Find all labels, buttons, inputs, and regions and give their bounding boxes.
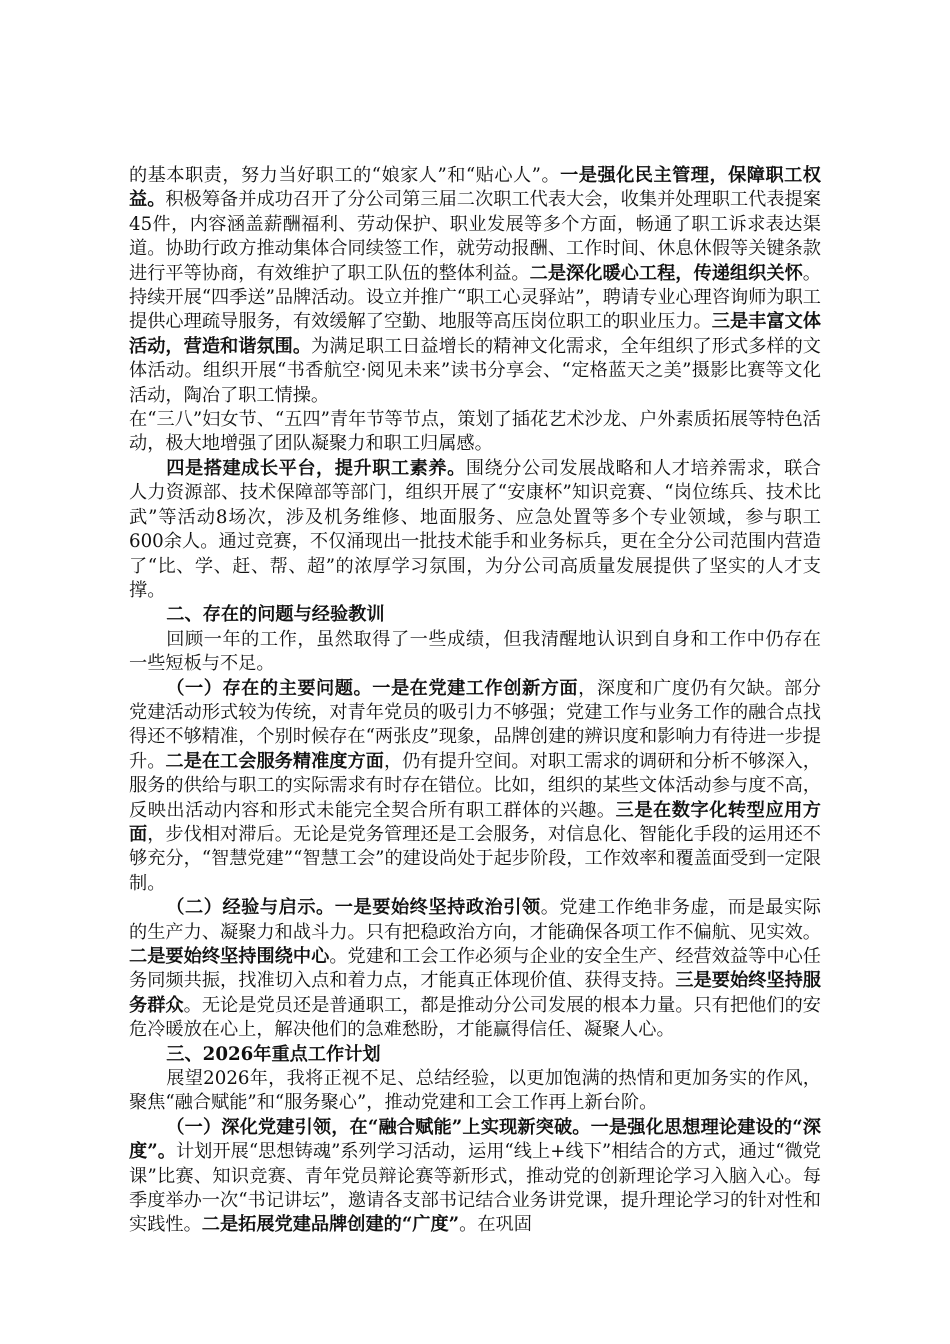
text-run: 计划开展“思想铸魂”系列学习活动，运用“线上+线下”相结合的方式，通过“微党课”比赛、知识竞赛、青年党员辩论赛等新形式，推动党的创新理论学习入脑入心。每季度举办一次“书记讲坛”，邀请各支部书记结合业务讲党课，提升理论学习的针对性和实践性。 (129, 1141, 821, 1236)
paragraph (129, 164, 821, 408)
text-run: 。无论是党员还是普通职工，都是推动分公司发展的根本力量。只有把他们的安危冷暖放在心上，解决他们的急难愁盼，才能赢得信任、凝聚人心。 (129, 994, 821, 1041)
paragraph (129, 457, 821, 603)
bold-text-run: 一是强化民主管理，保障职工权益。 (129, 165, 821, 211)
text-run: 围绕分公司发展战略和人才培养需求，联合人力资源部、技术保障部等部门，组织开展了“安康杯”知识竞赛、“岗位练兵、技术比武”等活动8场次，涉及机务维修、地面服务、应急处置等多个专业领域，参与职工600余人。通过竞赛，不仅涌现出一批技术能手和业务标兵，更在全分公司范围内营造了“比、学、赶、帮、超”的浓厚学习氛围，为分公司高质量发展提供了坚实的人才支撑。 (129, 457, 821, 601)
text-run: 的基本职责，努力当好职工的“娘家人”和“贴心人”。 (129, 165, 561, 186)
text-run: 。在巩固 (459, 1214, 532, 1236)
text-run: ，深度和广度仍有欠缺。部分党建活动形式较为传统，对青年党员的吸引力不够强；党建工作与业务工作的融合点找得还不够精准，个别时候存在“两张皮”现象，品牌创建的辨识度和影响力有待进一步提升。 (129, 677, 821, 772)
paragraph (129, 896, 821, 1042)
bold-text-run: 二是深化暖心工程，传递组织关怀 (529, 262, 803, 284)
text-run: ，仍有提升空间。对职工需求的调研和分析不够深入，服务的供给与职工的实际需求有时存在错位。比如，组织的某些文体活动参与度不高，反映出活动内容和形式未能完全契合所有职工群体的兴趣。 (129, 750, 821, 821)
document-body (129, 164, 821, 1238)
bold-text-run: 三是要始终坚持服务群众 (129, 970, 821, 1016)
text-run: 。党建工作绝非务虚，而是最实际的生产力、凝聚力和战斗力。只有把稳政治方向，才能确保各项工作不偏航、见实效。 (129, 897, 821, 943)
section-heading (129, 603, 821, 627)
text-run: 回顾一年的工作，虽然取得了一些成绩，但我清醒地认识到自身和工作中仍存在一些短板与不足。 (129, 628, 821, 675)
section-heading (129, 1043, 821, 1067)
bold-text-run: （一）深化党建引领，在“融合赋能”上实现新突破。一是强化思想理论建设的“深度”。 (129, 1116, 821, 1163)
text-run: 。持续开展“四季送”品牌活动。设立并推广“职工心灵驿站”，聘请专业心理咨询师为职工提供心理疏导服务，有效缓解了空勤、地服等高压岗位职工的职业压力。 (129, 262, 821, 333)
paragraph (129, 1116, 821, 1238)
paragraph (129, 1067, 821, 1116)
paragraph (129, 628, 821, 677)
text-run: 为满足职工日益增长的精神文化需求，全年组织了形式多样的文体活动。组织开展“书香航空·阅见未来”读书分享会、“定格蓝天之美”摄影比赛等文化活动，陶冶了职工情操。 (129, 335, 821, 406)
text-run: 积极筹备并成功召开了分公司第三届二次职工代表大会，收集并处理职工代表提案45件，内容涵盖薪酬福利、劳动保护、职业发展等多个方面，畅通了职工诉求表达渠道。协助行政方推动集体合同续签工作，就劳动报酬、工作时间、休息休假等关键条款进行平等协商，有效维护了职工队伍的整体利益。 (129, 189, 821, 284)
bold-text-run: （一）存在的主要问题。一是在党建工作创新方面 (166, 677, 579, 699)
bold-text-run: 三、2026年重点工作计划 (166, 1043, 381, 1065)
bold-text-run: 二是在工会服务精准度方面 (165, 750, 384, 772)
bold-text-run: 三是丰富文体活动，营造和谐氛围。 (129, 311, 821, 357)
paragraph (129, 408, 821, 457)
bold-text-run: 二是要始终坚持围绕中心 (129, 946, 330, 967)
bold-text-run: 三是在数字化转型应用方面 (129, 799, 821, 845)
text-run: ，步伐相对滞后。无论是党务管理还是工会服务，对信息化、智能化手段的运用还不够充分，“智慧党建”“智慧工会”的建设尚处于起步阶段，工作效率和覆盖面受到一定限制。 (129, 823, 821, 894)
text-run: 在“三八”妇女节、“五四”青年节等节点，策划了插花艺术沙龙、户外素质拓展等特色活动，极大地增强了团队凝聚力和职工归属感。 (129, 409, 821, 455)
bold-text-run: （二）经验与启示。一是要始终坚持政治引领 (166, 897, 541, 919)
bold-text-run: 二是拓展党建品牌创建的“广度” (201, 1214, 460, 1236)
bold-text-run: 四是搭建成长平台，提升职工素养。 (166, 457, 466, 479)
text-run: 。党建和工会工作必须与企业的安全生产、经营效益等中心任务同频共振，找准切入点和着力点，才能真正体现价值、获得支持。 (129, 946, 821, 992)
bold-text-run: 二、存在的问题与经验教训 (166, 604, 385, 626)
paragraph (129, 677, 821, 897)
text-run: 展望2026年，我将正视不足、总结经验，以更加饱满的热情和更加务实的作风，聚焦“融合赋能”和“服务聚心”，推动党建和工会工作再上新台阶。 (129, 1068, 821, 1114)
